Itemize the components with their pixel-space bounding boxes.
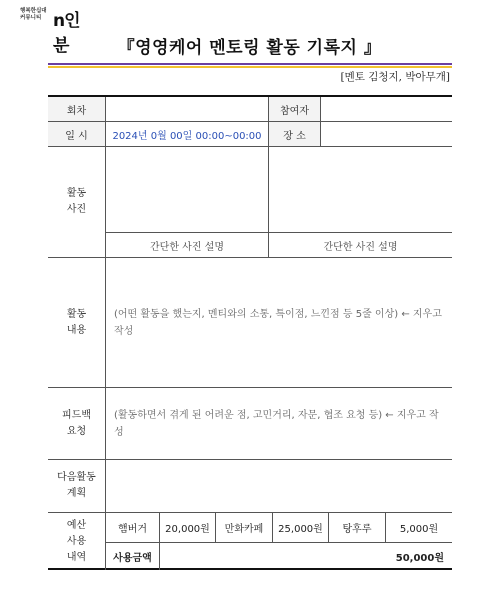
participants-label: 참여자 xyxy=(269,97,321,122)
date-label: 일 시 xyxy=(48,122,106,147)
total-label: 사용금액 xyxy=(106,543,160,570)
mentor-names: [멘토 김청지, 박아무개] xyxy=(340,71,450,83)
date-field[interactable]: 2024년 0월 00일 00:00~00:00 xyxy=(106,122,269,147)
budget-item-name[interactable]: 만화카페 xyxy=(216,513,273,543)
photo-caption-1[interactable]: 간단한 사진 설명 xyxy=(106,233,269,258)
place-field[interactable] xyxy=(321,122,452,147)
next-plan-field[interactable] xyxy=(106,460,452,513)
round-label: 회차 xyxy=(48,97,106,122)
budget-label: 예산 사용 내역 xyxy=(48,513,106,570)
photo-slot-2[interactable] xyxy=(269,147,452,233)
logo xyxy=(20,8,90,56)
total-value[interactable]: 50,000원 xyxy=(395,553,444,564)
participants-field[interactable] xyxy=(321,97,452,122)
round-field[interactable] xyxy=(106,97,269,122)
photo-slot-1[interactable] xyxy=(106,147,269,233)
budget-item-name[interactable]: 햄버거 xyxy=(106,513,160,543)
activity-record-table xyxy=(48,95,452,570)
next-plan-label: 다음활동 계획 xyxy=(48,460,106,513)
logo-small-text: 행복한십대 커뮤니티 xyxy=(20,8,47,21)
feedback-field[interactable]: (활동하면서 겪게 된 어려운 점, 고민거리, 자문, 협조 요청 등) ← 지우고 작성 xyxy=(106,388,452,460)
budget-item-amount[interactable]: 20,000원 xyxy=(160,513,216,543)
logo-wordmark: n인분 xyxy=(53,11,80,56)
feedback-label: 피드백 요청 xyxy=(48,388,106,460)
budget-item-amount[interactable]: 5,000원 xyxy=(386,513,452,543)
content-field[interactable]: (어떤 활동을 했는지, 멘티와의 소통, 특이점, 느낀점 등 5줄 이상) ← 지우고 작성 xyxy=(106,258,452,388)
photo-label: 활동 사진 xyxy=(48,147,106,258)
budget-item-amount[interactable]: 25,000원 xyxy=(273,513,329,543)
title-divider-yellow xyxy=(48,66,452,68)
content-label: 활동 내용 xyxy=(48,258,106,388)
title-divider-purple xyxy=(48,63,452,65)
document-title: 『영영케어 멘토링 활동 기록지 』 xyxy=(117,38,382,58)
budget-item-name[interactable]: 탕후루 xyxy=(329,513,386,543)
place-label: 장 소 xyxy=(269,122,321,147)
photo-caption-2[interactable]: 간단한 사진 설명 xyxy=(269,233,452,258)
